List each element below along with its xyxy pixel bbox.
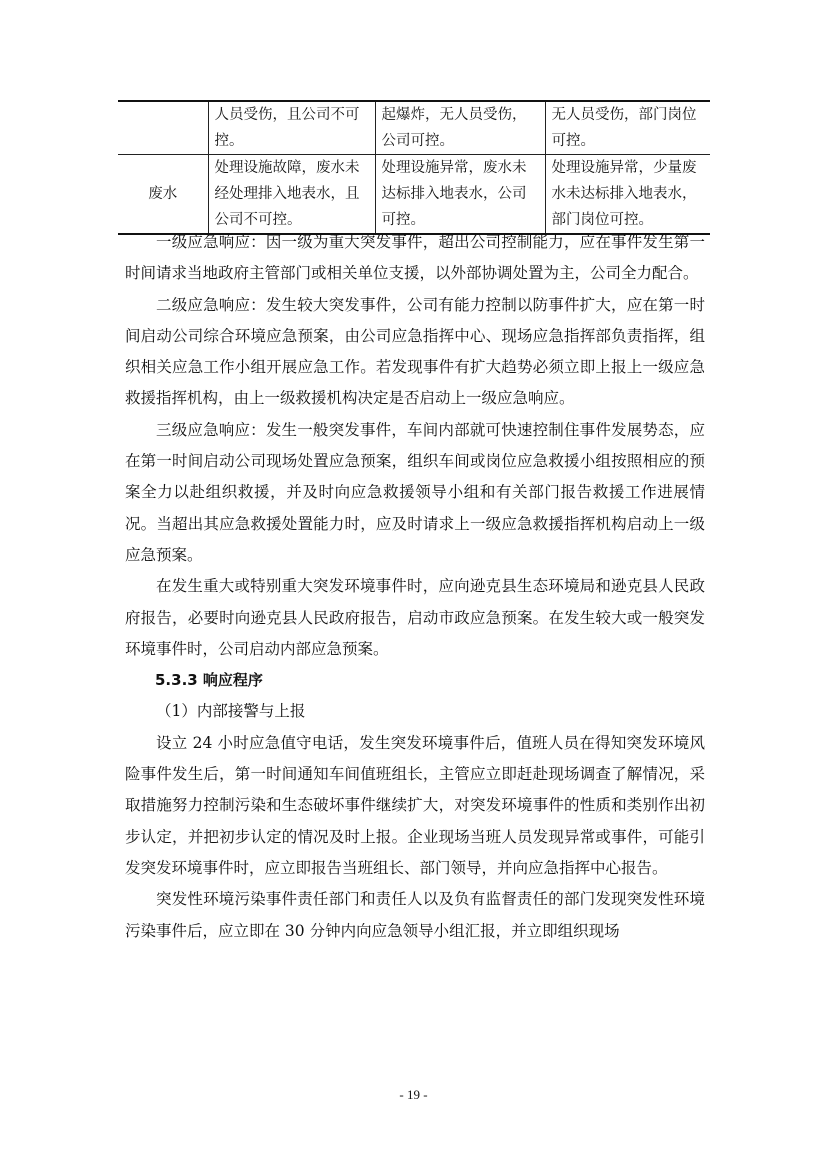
table-cell-category	[118, 101, 208, 155]
table-cell-level-1: 处理设施故障，废水未经处理排入地表水，且公司不可控。	[208, 155, 375, 235]
paragraph-level-1-response: 一级应急响应：因一级为重大突发事件，超出公司控制能力，应在事件发生第一时间请求当地政府主管部门或相关单位支援，以外部协调处置为主，公司全力配合。	[125, 233, 705, 283]
paragraph-internal-alarm: 设立 24 小时应急值守电话，发生突发环境事件后，值班人员在得知突发环境风险事件发生后，第一时间通知车间值班组长，主管应立即赶赴现场调查了解情况，采取措施努力控制污染和生态破坏事件继续扩大，对突发环境事件的性质和类别作出初步认定，并把初步认定的情况及时上报。企业现场当班人员发现异常或事件，可能引发突发环境事件时，应立即报告当班组长、部门领导，并向应急指挥中心报告。	[125, 733, 705, 877]
page-number: - 19 -	[399, 1087, 428, 1102]
paragraph-reporting: 在发生重大或特别重大突发环境事件时，应向逊克县生态环境局和逊克县人民政府报告，必要时向逊克县人民政府报告，启动市政应急预案。在发生较大或一般突发环境事件时，公司启动内部应急预案。	[125, 577, 705, 658]
table-row	[118, 155, 710, 235]
section-heading: 5.3.3 响应程序	[155, 671, 263, 690]
table-cell-category: 废水	[118, 155, 208, 235]
table-cell-level-2: 处理设施异常，废水未达标排入地表水，公司可控。	[375, 155, 545, 235]
table-row	[118, 101, 710, 155]
body-text	[125, 227, 705, 947]
table-cell-level-2: 起爆炸，无人员受伤，公司可控。	[375, 101, 545, 155]
paragraph-responsible-department: 突发性环境污染事件责任部门和责任人以及负有监督责任的部门发现突发性环境污染事件后，应立即在 30 分钟内向应急领导小组汇报，并立即组织现场	[125, 890, 705, 940]
table-cell-level-1: 人员受伤，且公司不可控。	[208, 101, 375, 155]
table-cell-level-3: 无人员受伤，部门岗位可控。	[545, 101, 710, 155]
table-cell-level-3: 处理设施异常，少量废水未达标排入地表水，部门岗位可控。	[545, 155, 710, 235]
emergency-grade-table	[118, 100, 710, 235]
subsection-heading: （1）内部接警与上报	[156, 702, 306, 721]
paragraph-level-2-response: 二级应急响应：发生较大突发事件，公司有能力控制以防事件扩大，应在第一时间启动公司综合环境应急预案，由公司应急指挥中心、现场应急指挥部负责指挥，组织相关应急工作小组开展应急工作。若发现事件有扩大趋势必须立即上报上一级应急救援指挥机构，由上一级救援机构决定是否启动上一级应急响应。	[125, 295, 705, 408]
paragraph-level-3-response: 三级应急响应：发生一般突发事件，车间内部就可快速控制住事件发展势态，应在第一时间启动公司现场处置应急预案，组织车间或岗位应急救援小组按照相应的预案全力以赴组织救援，并及时向应急救援领导小组和有关部门报告救援工作进展情况。当超出其应急救援处置能力时，应及时请求上一级应急救援指挥机构启动上一级应急预案。	[125, 420, 705, 564]
